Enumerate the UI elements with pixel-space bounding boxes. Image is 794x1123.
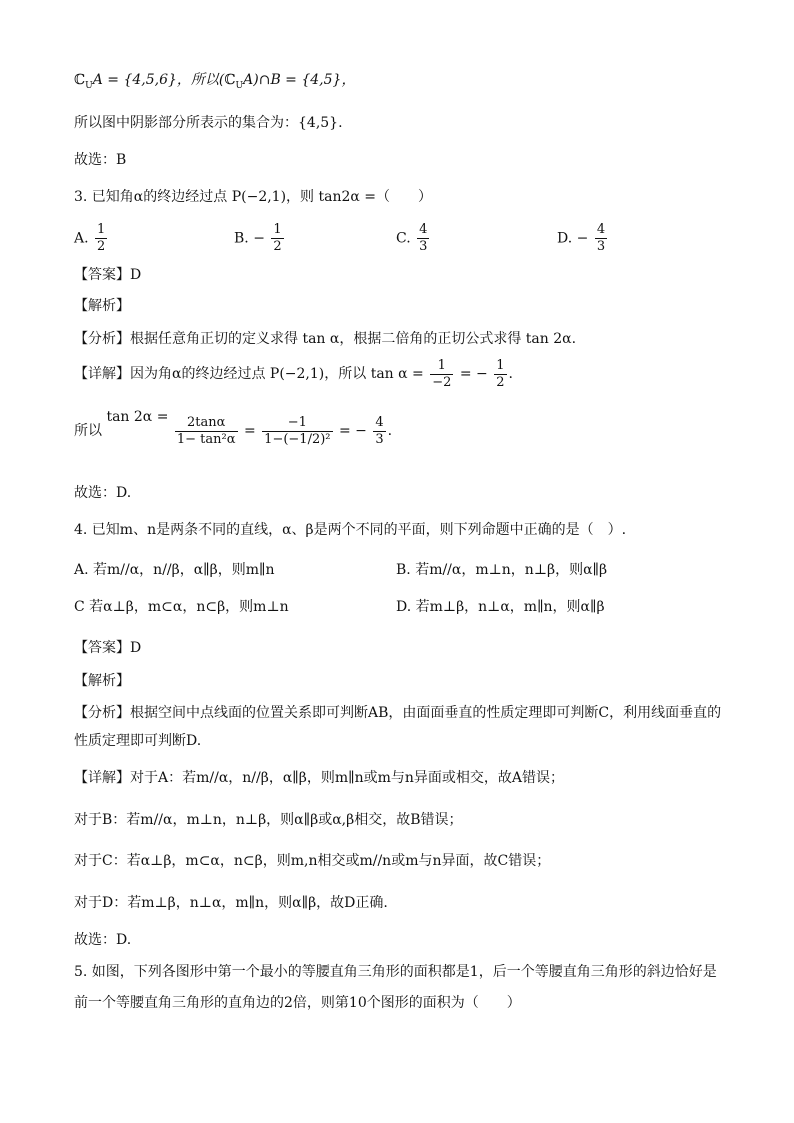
q3-detail-frac-1 bbox=[430, 358, 453, 391]
q3-option-b-fraction bbox=[271, 222, 283, 255]
q4-analysis-line-2: 性质定理即可判断D. bbox=[74, 733, 202, 749]
q3-analysis: 【分析】根据任意角正切的定义求得 tan α，根据二倍角的正切公式求得 tan 2α. bbox=[74, 331, 577, 347]
complement-line bbox=[74, 70, 355, 96]
q4-option-b: B. 若m//α，m⊥n，n⊥β，则α∥β bbox=[396, 562, 608, 578]
complement-symbol: ℂ bbox=[74, 72, 86, 88]
q3-option-b-label: B. − bbox=[234, 230, 265, 247]
q4-answer: 【答案】D bbox=[74, 640, 142, 656]
q3-detail-end: . bbox=[508, 366, 513, 382]
q3-so-n1: 2tanα bbox=[175, 415, 238, 432]
q3-detail bbox=[74, 356, 513, 392]
q3-detail-text: 【详解】因为角α的终边经过点 P(−2,1)，所以 tan α = bbox=[74, 366, 424, 382]
q4-analysis-heading: 【解析】 bbox=[74, 673, 130, 689]
q3-b-num: 1 bbox=[273, 222, 282, 237]
q3-detail-n2: 1 bbox=[496, 357, 505, 373]
q3-option-d-fraction bbox=[595, 222, 607, 255]
q3-so-frac-3 bbox=[373, 415, 385, 448]
q3-choice: 故选：D. bbox=[74, 485, 132, 501]
q3-c-num: 4 bbox=[419, 222, 428, 237]
q3-analysis-heading: 【解析】 bbox=[74, 298, 130, 314]
q4-detail-c: 对于C：若α⊥β，m⊂α，n⊂β，则m,n相交或m//n或m与n异面，故C错误； bbox=[74, 853, 551, 869]
complement-symbol-2: ℂ bbox=[224, 72, 236, 88]
q3-option-a-label: A. bbox=[74, 230, 89, 247]
q3-option-c bbox=[396, 222, 431, 255]
complement-set-text: A = {4,5,6}，所以( bbox=[92, 72, 225, 88]
q3-so-prefix: 所以 bbox=[74, 423, 102, 439]
q3-option-d-label: D. − bbox=[557, 230, 589, 247]
q3-option-b bbox=[234, 222, 286, 255]
q3-option-a bbox=[74, 222, 109, 255]
q3-detail-d1: −2 bbox=[432, 374, 452, 390]
q3-option-a-fraction bbox=[95, 222, 107, 255]
q3-so-n3: 4 bbox=[375, 414, 384, 430]
q4-detail-a: 【详解】对于A：若m//α，n//β，α∥β，则m∥n或m与n异面或相交，故A错误； bbox=[74, 770, 564, 786]
q3-so-lhs: tan 2α = bbox=[106, 409, 169, 425]
q3-so-end: . bbox=[387, 423, 393, 439]
q3-so-tail: = − bbox=[338, 423, 367, 439]
q3-b-den: 2 bbox=[273, 239, 282, 254]
q4-detail-d: 对于D：若m⊥β，n⊥α，m∥n，则α∥β，故D正确. bbox=[74, 895, 388, 911]
q4-option-a: A. 若m//α，n//β，α∥β，则m∥n bbox=[74, 562, 275, 578]
q4-analysis-line-1: 【分析】根据空间中点线面的位置关系即可判断AB，由面面垂直的性质定理即可判断C，利用线面垂直的 bbox=[74, 705, 722, 721]
q3-so-n2: −1 bbox=[262, 415, 332, 432]
q3-so-line bbox=[74, 400, 392, 462]
q3-so-d3: 3 bbox=[375, 431, 384, 447]
q3-detail-frac-2 bbox=[494, 358, 506, 391]
q3-a-num: 1 bbox=[97, 222, 106, 237]
q3-option-c-label: C. bbox=[396, 230, 411, 247]
question-3-stem: 3. 已知角α的终边经过点 P(−2,1)，则 tan2α =（ ） bbox=[74, 189, 433, 205]
q3-detail-d2: 2 bbox=[496, 374, 505, 390]
q4-option-d: D. 若m⊥β，n⊥α，m∥n，则α∥β bbox=[396, 599, 605, 615]
shaded-set-line: 所以图中阴影部分所表示的集合为：{4,5}. bbox=[74, 115, 343, 131]
question-4-stem: 4. 已知m、n是两条不同的直线，α、β是两个不同的平面，则下列命题中正确的是（ ）. bbox=[74, 522, 627, 538]
q3-option-d bbox=[557, 222, 609, 255]
q3-detail-n1: 1 bbox=[430, 358, 453, 375]
q3-so-frac-2 bbox=[262, 415, 332, 448]
q4-detail-b: 对于B：若m//α，m⊥n，n⊥β，则α∥β或α,β相交，故B错误； bbox=[74, 812, 463, 828]
question-5-line-1: 5. 如图，下列各图形中第一个最小的等腰直角三角形的面积都是1，后一个等腰直角三角形的斜边恰好是 bbox=[74, 964, 717, 980]
q3-a-den: 2 bbox=[97, 239, 106, 254]
intersection-text: A)∩B = {4,5}， bbox=[243, 72, 356, 88]
q3-so-d1: 1− tan²α bbox=[176, 431, 236, 447]
q3-answer: 【答案】D bbox=[74, 267, 142, 283]
q4-option-c: C 若α⊥β，m⊂α，n⊂β，则m⊥n bbox=[74, 599, 289, 615]
universal-subscript-2: U bbox=[235, 80, 244, 91]
choice-line-2: 故选：B bbox=[74, 152, 127, 168]
question-5-line-2: 前一个等腰直角三角形的直角边的2倍，则第10个图形的面积为（ ） bbox=[74, 995, 521, 1011]
q3-detail-eq: = − bbox=[459, 366, 488, 382]
q3-d-num: 4 bbox=[596, 222, 606, 237]
q3-option-c-fraction bbox=[417, 222, 429, 255]
q3-so-frac-1 bbox=[175, 415, 238, 448]
q3-so-d2: 1−(−1/2)² bbox=[264, 431, 331, 447]
universal-subscript: U bbox=[85, 80, 93, 91]
q3-c-den: 3 bbox=[419, 239, 428, 254]
q3-so-eq: = bbox=[243, 423, 256, 439]
q4-choice: 故选：D. bbox=[74, 932, 132, 948]
q3-d-den: 3 bbox=[596, 239, 606, 254]
